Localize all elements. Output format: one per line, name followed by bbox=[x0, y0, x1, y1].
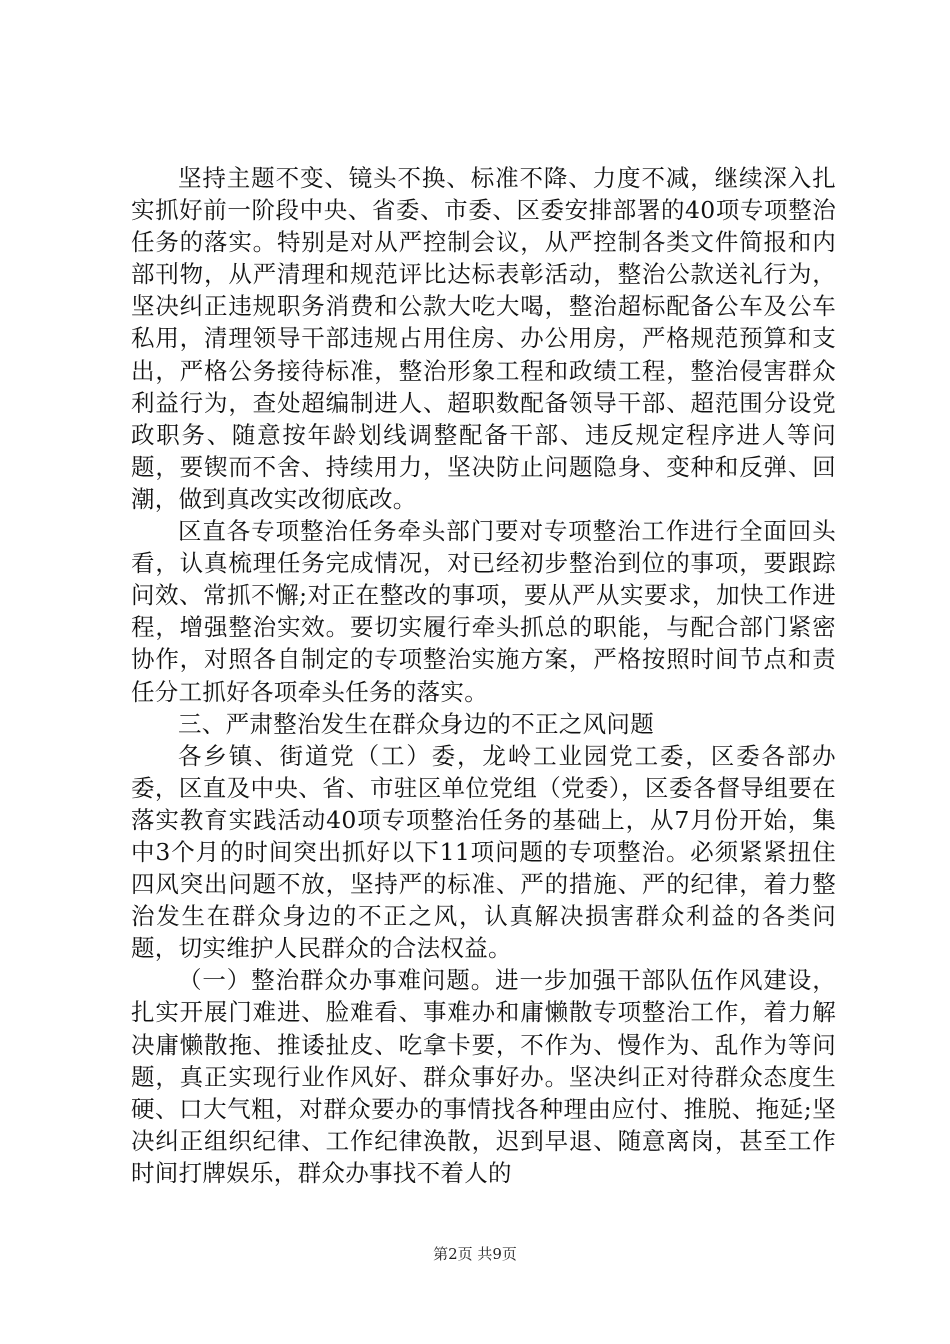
paragraph-1: 坚持主题不变、镜头不换、标准不降、力度不减，继续深入扎实抓好前一阶段中央、省委、市委、区委安排部署的40项专项整治任务的落实。特别是对从严控制会议，从严控制各类文件简报和内部刊物，从严清理和规范评比达标表彰活动，整治公款送礼行为，坚决纠正违规职务消费和公款大吃大喝，整治超标配备公车及公车私用，清理领导干部违规占用住房、办公用房，严格规范预算和支出，严格公务接待标准，整治形象工程和政绩工程，整治侵害群众利益行为，查处超编制进人、超职数配备领导干部、超范围分设党政职务、随意按年龄划线调整配备干部、违反规定程序进人等问题，要锲而不舍、持续用力，坚决防止问题隐身、变种和反弹、回潮，做到真改实改彻底改。 bbox=[131, 164, 836, 513]
document-body bbox=[131, 162, 836, 1189]
page-number-footer: 第2页 共9页 bbox=[433, 1245, 517, 1263]
paragraph-4: （一）整治群众办事难问题。进一步加强干部队伍作风建设，扎实开展门难进、脸难看、事难办和庸懒散专项整治工作，着力解决庸懒散拖、推诿扯皮、吃拿卡要，不作为、慢作为、乱作为等问题，真正实现行业作风好、群众事好办。坚决纠正对待群众态度生硬、口大气粗，对群众要办的事情找各种理由应付、推脱、拖延;坚决纠正组织纪律、工作纪律涣散，迟到早退、随意离岗，甚至工作时间打牌娱乐，群众办事找不着人的 bbox=[131, 966, 836, 1187]
paragraph-2: 区直各专项整治任务牵头部门要对专项整治工作进行全面回头看，认真梳理任务完成情况，对已经初步整治到位的事项，要跟踪问效、常抓不懈;对正在整改的事项，要从严从实要求，加快工作进程，增强整治实效。要切实履行牵头抓总的职能，与配合部门紧密协作，对照各自制定的专项整治实施方案，严格按照时间节点和责任分工抓好各项牵头任务的落实。 bbox=[131, 517, 836, 706]
section-heading: 三、严肃整治发生在群众身边的不正之风问题 bbox=[178, 709, 654, 738]
paragraph-3: 各乡镇、街道党（工）委，龙岭工业园党工委，区委各部办委，区直及中央、省、市驻区单位党组（党委），区委各督导组要在落实教育实践活动40项专项整治任务的基础上，从7月份开始，集中3个月的时间突出抓好以下11项问题的专项整治。必须紧紧扭住四风突出问题不放，坚持严的标准、严的措施、严的纪律，着力整治发生在群众身边的不正之风，认真解决损害群众利益的各类问题，切实维护人民群众的合法权益。 bbox=[131, 741, 836, 963]
